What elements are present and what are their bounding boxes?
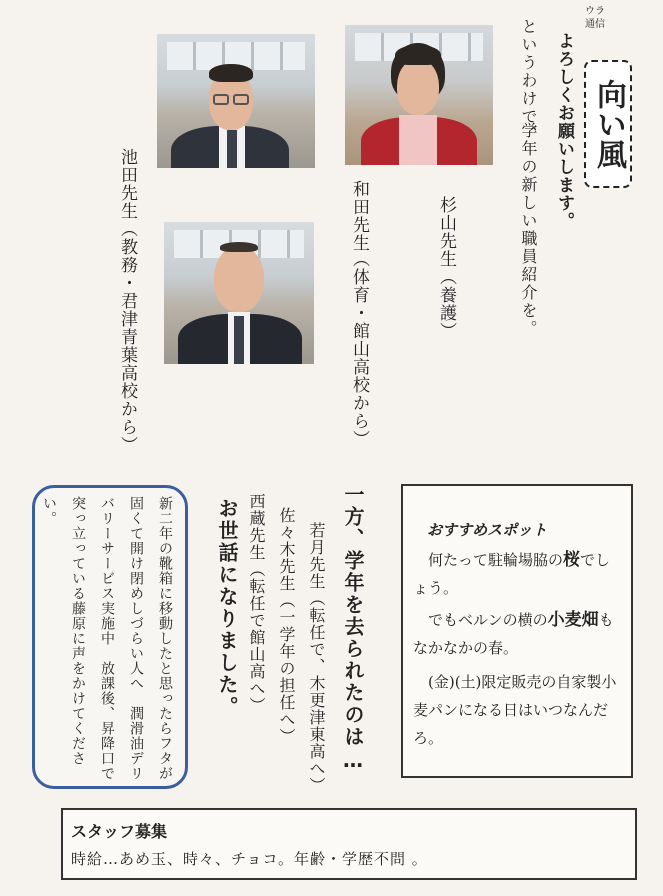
intro-line-2: 学年の新しい職員紹介を。 <box>519 122 538 338</box>
departed-item-1: 若月先生（転任で、木更津東高へ） <box>307 522 326 794</box>
recruit-title: スタッフ募集 <box>71 822 168 841</box>
spot-title: おすすめスポット <box>427 521 548 539</box>
spot-p1-text-end: でしょう。 <box>413 551 611 597</box>
recommended-spot-box <box>401 484 633 778</box>
spot-p1-highlight: 桜 <box>563 550 581 570</box>
departed-item-3: 西蔵先生（転任で館山高へ） <box>247 493 266 714</box>
spot-paragraph-3: (金)(土)限定販売の自家製小麦パンになる日はいつなんだろ。 <box>413 673 617 747</box>
departed-item-2: 佐々木先生（一学年の担任へ） <box>277 507 296 745</box>
spot-p2-highlight: 小麦畑 <box>547 610 599 630</box>
lubricant-notice <box>32 485 188 789</box>
recruit-text: 時給…あめ玉、時々、チョコ。年齢・学歴不問 。 <box>71 850 428 868</box>
photo-sugiyama <box>345 25 493 165</box>
greeting-headline: よろしくお願いします。 <box>554 32 574 230</box>
header-ura: ウラ <box>585 6 605 17</box>
departed-closing: お世話になりました。 <box>215 498 239 718</box>
intro-line-1: というわけで、 <box>519 18 538 144</box>
spot-paragraph-2 <box>413 606 625 662</box>
newsletter-logo <box>584 60 632 188</box>
spot-p2-text: でもベルンの横の <box>428 611 548 629</box>
spot-p1-text: 何たって駐輪場脇の <box>428 551 564 569</box>
departed-heading: 一方、学年を去られたのは… <box>341 484 365 774</box>
header-tsushin: 通信 <box>585 19 605 30</box>
staff-recruit-box <box>61 808 637 880</box>
role-ikeda: （教務・君津青葉高校から） <box>117 220 137 454</box>
spot-p2-text-end: もなかなかの春。 <box>413 611 614 657</box>
name-wada: 和田先生 <box>349 180 369 252</box>
role-sugiyama: （養護） <box>436 268 456 340</box>
photo-wada <box>164 222 314 364</box>
photo-ikeda <box>157 34 315 168</box>
notice-text: 新二年の靴箱に移動したと思ったらフタが固くて開け閉めしづらい人へ 潤滑油デリバリーサービス実施中 放課後、昇降口で突っ立っている藤原に声をかけてください。 <box>41 496 173 781</box>
role-wada: （体育・館山高校から） <box>349 250 369 448</box>
name-sugiyama: 杉山先生 <box>436 196 456 268</box>
spot-paragraph-1 <box>413 546 625 602</box>
name-ikeda: 池田先生 <box>117 148 137 220</box>
logo-text: 向い風 <box>591 79 626 169</box>
